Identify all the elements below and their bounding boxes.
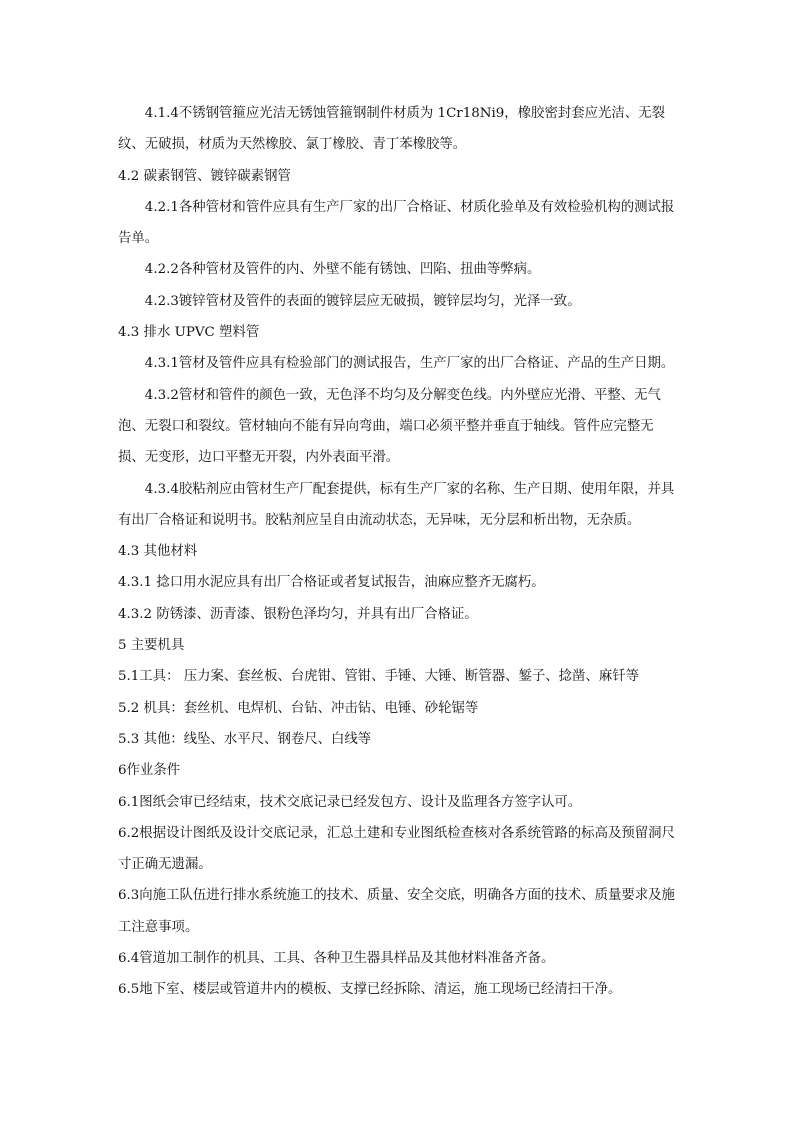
paragraph-6-3: 6.3向施工队伍进行排水系统施工的技术、质量、安全交底，明确各方面的技术、质量要求及施工注意事项。 <box>118 888 675 935</box>
paragraph-6-5: 6.5地下室、楼层或管道井内的模板、支撑已经拆除、清运，施工现场已经清扫干净。 <box>118 982 622 998</box>
paragraph-4-1-4: 4.1.4不锈钢管箍应光洁无锈蚀管箍钢制件材质为 1Cr18Ni9，橡胶密封套应光洁、无裂纹、无破损，材质为天然橡胶、氯丁橡胶、青丁苯橡胶等。 <box>118 106 665 153</box>
paragraph-5-2: 5.2 机具：套丝机、电焊机、台钻、冲击钻、电锤、砂轮锯等 <box>118 700 479 716</box>
paragraph-4-3-1-other: 4.3.1 捻口用水泥应具有出厂合格证或者复试报告，油麻应整齐无腐朽。 <box>118 575 545 591</box>
paragraph-6-4: 6.4管道加工制作的机具、工具、各种卫生器具样品及其他材料准备齐备。 <box>118 951 555 967</box>
section-heading-4-3-upvc: 4.3 排水 UPVC 塑料管 <box>118 325 260 341</box>
paragraph-4-2-3: 4.2.3镀锌管材及管件的表面的镀锌层应无破损，镀锌层均匀，光泽一致。 <box>144 293 581 309</box>
paragraph-5-3: 5.3 其他：线坠、水平尺、钢卷尺、白线等 <box>118 731 372 747</box>
section-heading-5: 5 主要机具 <box>118 638 185 654</box>
paragraph-4-2-2: 4.2.2各种管材及管件的内、外壁不能有锈蚀、凹陷、扭曲等弊病。 <box>144 262 541 278</box>
paragraph-5-1: 5.1工具： 压力案、套丝板、台虎钳、管钳、手锤、大锤、断管器、錾子、捻凿、麻钎等 <box>118 669 640 685</box>
paragraph-6-1: 6.1图纸会审已经结束，技术交底记录已经发包方、设计及监理各方签字认可。 <box>118 794 582 810</box>
section-heading-4-2: 4.2 碳素钢管、镀锌碳素钢管 <box>118 168 291 184</box>
document-body <box>118 98 678 1006</box>
paragraph-6-2: 6.2根据设计图纸及设计交底记录，汇总土建和专业图纸检查核对各系统管路的标高及预留洞尺寸正确无遗漏。 <box>118 825 675 873</box>
paragraph-4-3-2-other: 4.3.2 防锈漆、沥青漆、银粉色泽均匀，并具有出厂合格证。 <box>118 606 478 622</box>
paragraph-4-3-1: 4.3.1管材及管件应具有检验部门的测试报告，生产厂家的出厂合格证、产品的生产日期。 <box>144 356 675 372</box>
paragraph-4-3-4: 4.3.4胶粘剂应由管材生产厂配套提供，标有生产厂家的名称、生产日期、使用年限，并具有出厂合格证和说明书。胶粘剂应呈自由流动状态，无异味，无分层和析出物，无杂质。 <box>118 481 675 528</box>
section-heading-6: 6作业条件 <box>118 763 181 779</box>
section-heading-4-3-other: 4.3 其他材料 <box>118 544 198 560</box>
paragraph-4-2-1: 4.2.1各种管材和管件应具有生产厂家的出厂合格证、材质化验单及有效检验机构的测试报告单。 <box>118 199 675 247</box>
paragraph-4-3-2: 4.3.2管材和管件的颜色一致，无色泽不均匀及分解变色线。内外壁应光滑、平整、无气泡、无裂口和裂纹。管材轴向不能有异向弯曲，端口必须平整并垂直于轴线。管件应完整无损、无变形，边口平整无开裂，内外表面平滑。 <box>118 387 661 466</box>
